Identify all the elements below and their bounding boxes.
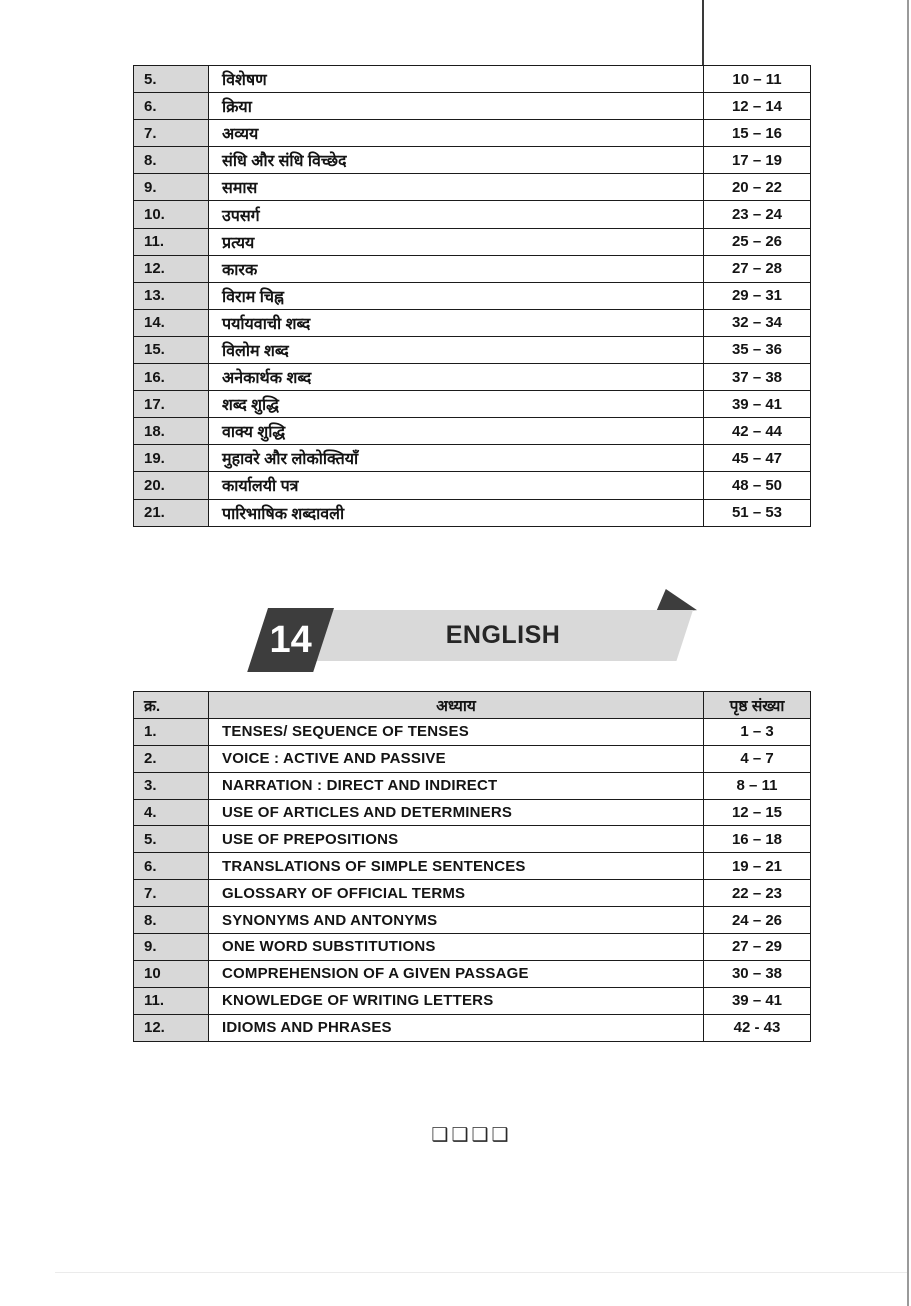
page-range-cell: 35 – 36 bbox=[704, 336, 811, 363]
table-row bbox=[134, 418, 811, 445]
chapter-title-cell: COMPREHENSION OF A GIVEN PASSAGE bbox=[209, 960, 704, 987]
chapter-title-cell: विराम चिह्न bbox=[209, 282, 704, 309]
english-toc-body bbox=[134, 718, 811, 1041]
table-row bbox=[134, 174, 811, 201]
page-range-cell: 12 – 14 bbox=[704, 93, 811, 120]
chapter-title-cell: USE OF ARTICLES AND DETERMINERS bbox=[209, 799, 704, 826]
chapter-title-cell: मुहावरे और लोकोक्तियाँ bbox=[209, 445, 704, 472]
banner-title-bar bbox=[293, 610, 693, 661]
chapter-title-cell: उपसर्ग bbox=[209, 201, 704, 228]
page-range-cell: 19 – 21 bbox=[704, 853, 811, 880]
page-range-cell: 10 – 11 bbox=[704, 66, 811, 93]
chapter-title-cell: GLOSSARY OF OFFICIAL TERMS bbox=[209, 880, 704, 907]
chapter-title-cell: प्रत्यय bbox=[209, 228, 704, 255]
table-row bbox=[134, 499, 811, 526]
table-row bbox=[134, 472, 811, 499]
page-range-cell: 25 – 26 bbox=[704, 228, 811, 255]
chapter-title-cell: संधि और संधि विच्छेद bbox=[209, 147, 704, 174]
table-row bbox=[134, 93, 811, 120]
table-row bbox=[134, 66, 811, 93]
chapter-title-cell: USE OF PREPOSITIONS bbox=[209, 826, 704, 853]
row-number-cell: 19. bbox=[134, 445, 209, 472]
table-row bbox=[134, 960, 811, 987]
header-row bbox=[134, 692, 811, 719]
row-number-cell: 5. bbox=[134, 826, 209, 853]
table-row bbox=[134, 147, 811, 174]
table-row bbox=[134, 228, 811, 255]
ribbon-fold-icon bbox=[656, 589, 697, 612]
row-number-cell: 1. bbox=[134, 718, 209, 745]
chapter-number: 14 bbox=[269, 618, 312, 661]
page-range-cell: 4 – 7 bbox=[704, 745, 811, 772]
chapter-title-cell: कार्यालयी पत्र bbox=[209, 472, 704, 499]
page-range-cell: 39 – 41 bbox=[704, 391, 811, 418]
chapter-title-cell: विलोम शब्द bbox=[209, 336, 704, 363]
chapter-title-cell: विशेषण bbox=[209, 66, 704, 93]
row-number-cell: 11. bbox=[134, 987, 209, 1014]
table-row bbox=[134, 336, 811, 363]
table-row bbox=[134, 745, 811, 772]
page-range-cell: 37 – 38 bbox=[704, 364, 811, 391]
chapter-title-cell: पर्यायवाची शब्द bbox=[209, 309, 704, 336]
table-row bbox=[134, 1014, 811, 1041]
row-number-cell: 10 bbox=[134, 960, 209, 987]
row-number-cell: 17. bbox=[134, 391, 209, 418]
row-number-cell: 14. bbox=[134, 309, 209, 336]
row-number-cell: 4. bbox=[134, 799, 209, 826]
chapter-title-cell: ONE WORD SUBSTITUTIONS bbox=[209, 934, 704, 961]
table-row bbox=[134, 201, 811, 228]
row-number-cell: 6. bbox=[134, 93, 209, 120]
page-range-cell: 30 – 38 bbox=[704, 960, 811, 987]
table-row bbox=[134, 309, 811, 336]
page-range-cell: 17 – 19 bbox=[704, 147, 811, 174]
page-range-cell: 42 – 44 bbox=[704, 418, 811, 445]
row-number-cell: 9. bbox=[134, 934, 209, 961]
page-range-cell: 1 – 3 bbox=[704, 718, 811, 745]
table-row bbox=[134, 799, 811, 826]
page-bottom-rule bbox=[55, 1272, 907, 1273]
chapter-title-cell: अव्यय bbox=[209, 120, 704, 147]
chapter-title-cell: KNOWLEDGE OF WRITING LETTERS bbox=[209, 987, 704, 1014]
page-range-cell: 48 – 50 bbox=[704, 472, 811, 499]
page-range-cell: 16 – 18 bbox=[704, 826, 811, 853]
page-range-cell: 12 – 15 bbox=[704, 799, 811, 826]
table-row bbox=[134, 445, 811, 472]
row-number-cell: 8. bbox=[134, 907, 209, 934]
row-number-cell: 12. bbox=[134, 255, 209, 282]
table-row bbox=[134, 880, 811, 907]
chapter-number-badge bbox=[247, 608, 334, 672]
table-row bbox=[134, 282, 811, 309]
row-number-cell: 6. bbox=[134, 853, 209, 880]
row-number-cell: 2. bbox=[134, 745, 209, 772]
table-row bbox=[134, 934, 811, 961]
page-range-cell: 39 – 41 bbox=[704, 987, 811, 1014]
row-number-cell: 9. bbox=[134, 174, 209, 201]
page-range-cell: 15 – 16 bbox=[704, 120, 811, 147]
table-row bbox=[134, 718, 811, 745]
chapter-title-cell: TRANSLATIONS OF SIMPLE SENTENCES bbox=[209, 853, 704, 880]
row-number-cell: 13. bbox=[134, 282, 209, 309]
chapter-title-cell: समास bbox=[209, 174, 704, 201]
page-range-cell: 45 – 47 bbox=[704, 445, 811, 472]
page-edge-line bbox=[907, 0, 909, 1306]
table-row bbox=[134, 391, 811, 418]
chapter-title-cell: शब्द शुद्धि bbox=[209, 391, 704, 418]
row-number-cell: 7. bbox=[134, 120, 209, 147]
page-range-cell: 24 – 26 bbox=[704, 907, 811, 934]
page-range-cell: 27 – 29 bbox=[704, 934, 811, 961]
hindi-toc-table bbox=[133, 65, 811, 527]
row-number-cell: 5. bbox=[134, 66, 209, 93]
end-marker: ❑❑❑❑ bbox=[431, 1125, 512, 1146]
chapter-title-cell: IDIOMS AND PHRASES bbox=[209, 1014, 704, 1041]
table-row bbox=[134, 853, 811, 880]
table-row bbox=[134, 120, 811, 147]
row-number-cell: 20. bbox=[134, 472, 209, 499]
row-number-cell: 10. bbox=[134, 201, 209, 228]
table-row bbox=[134, 907, 811, 934]
column-header-number: क्र. bbox=[134, 692, 209, 719]
row-number-cell: 7. bbox=[134, 880, 209, 907]
table-row bbox=[134, 826, 811, 853]
banner-title: ENGLISH bbox=[445, 621, 561, 649]
chapter-title-cell: पारिभाषिक शब्दावली bbox=[209, 499, 704, 526]
row-number-cell: 8. bbox=[134, 147, 209, 174]
column-header-chapter: अध्याय bbox=[209, 692, 704, 719]
row-number-cell: 3. bbox=[134, 772, 209, 799]
english-toc-table bbox=[133, 691, 811, 1042]
row-number-cell: 12. bbox=[134, 1014, 209, 1041]
hindi-toc-body bbox=[134, 66, 811, 527]
row-number-cell: 16. bbox=[134, 364, 209, 391]
table-row bbox=[134, 255, 811, 282]
page-range-cell: 20 – 22 bbox=[704, 174, 811, 201]
chapter-title-cell: NARRATION : DIRECT AND INDIRECT bbox=[209, 772, 704, 799]
chapter-title-cell: SYNONYMS AND ANTONYMS bbox=[209, 907, 704, 934]
row-number-cell: 18. bbox=[134, 418, 209, 445]
column-header-pages: पृष्ठ संख्या bbox=[704, 692, 811, 719]
page-range-cell: 51 – 53 bbox=[704, 499, 811, 526]
chapter-title-cell: VOICE : ACTIVE AND PASSIVE bbox=[209, 745, 704, 772]
page-range-cell: 29 – 31 bbox=[704, 282, 811, 309]
row-number-cell: 15. bbox=[134, 336, 209, 363]
table-row bbox=[134, 364, 811, 391]
chapter-title-cell: कारक bbox=[209, 255, 704, 282]
table-row bbox=[134, 987, 811, 1014]
cropped-table-border-remnant bbox=[702, 0, 704, 66]
table-row bbox=[134, 772, 811, 799]
chapter-title-cell: अनेकार्थक शब्द bbox=[209, 364, 704, 391]
chapter-title-cell: TENSES/ SEQUENCE OF TENSES bbox=[209, 718, 704, 745]
page-range-cell: 8 – 11 bbox=[704, 772, 811, 799]
chapter-title-cell: वाक्य शुद्धि bbox=[209, 418, 704, 445]
page-range-cell: 32 – 34 bbox=[704, 309, 811, 336]
chapter-title-cell: क्रिया bbox=[209, 93, 704, 120]
row-number-cell: 11. bbox=[134, 228, 209, 255]
page-range-cell: 42 - 43 bbox=[704, 1014, 811, 1041]
page-range-cell: 22 – 23 bbox=[704, 880, 811, 907]
page-range-cell: 27 – 28 bbox=[704, 255, 811, 282]
page-range-cell: 23 – 24 bbox=[704, 201, 811, 228]
row-number-cell: 21. bbox=[134, 499, 209, 526]
